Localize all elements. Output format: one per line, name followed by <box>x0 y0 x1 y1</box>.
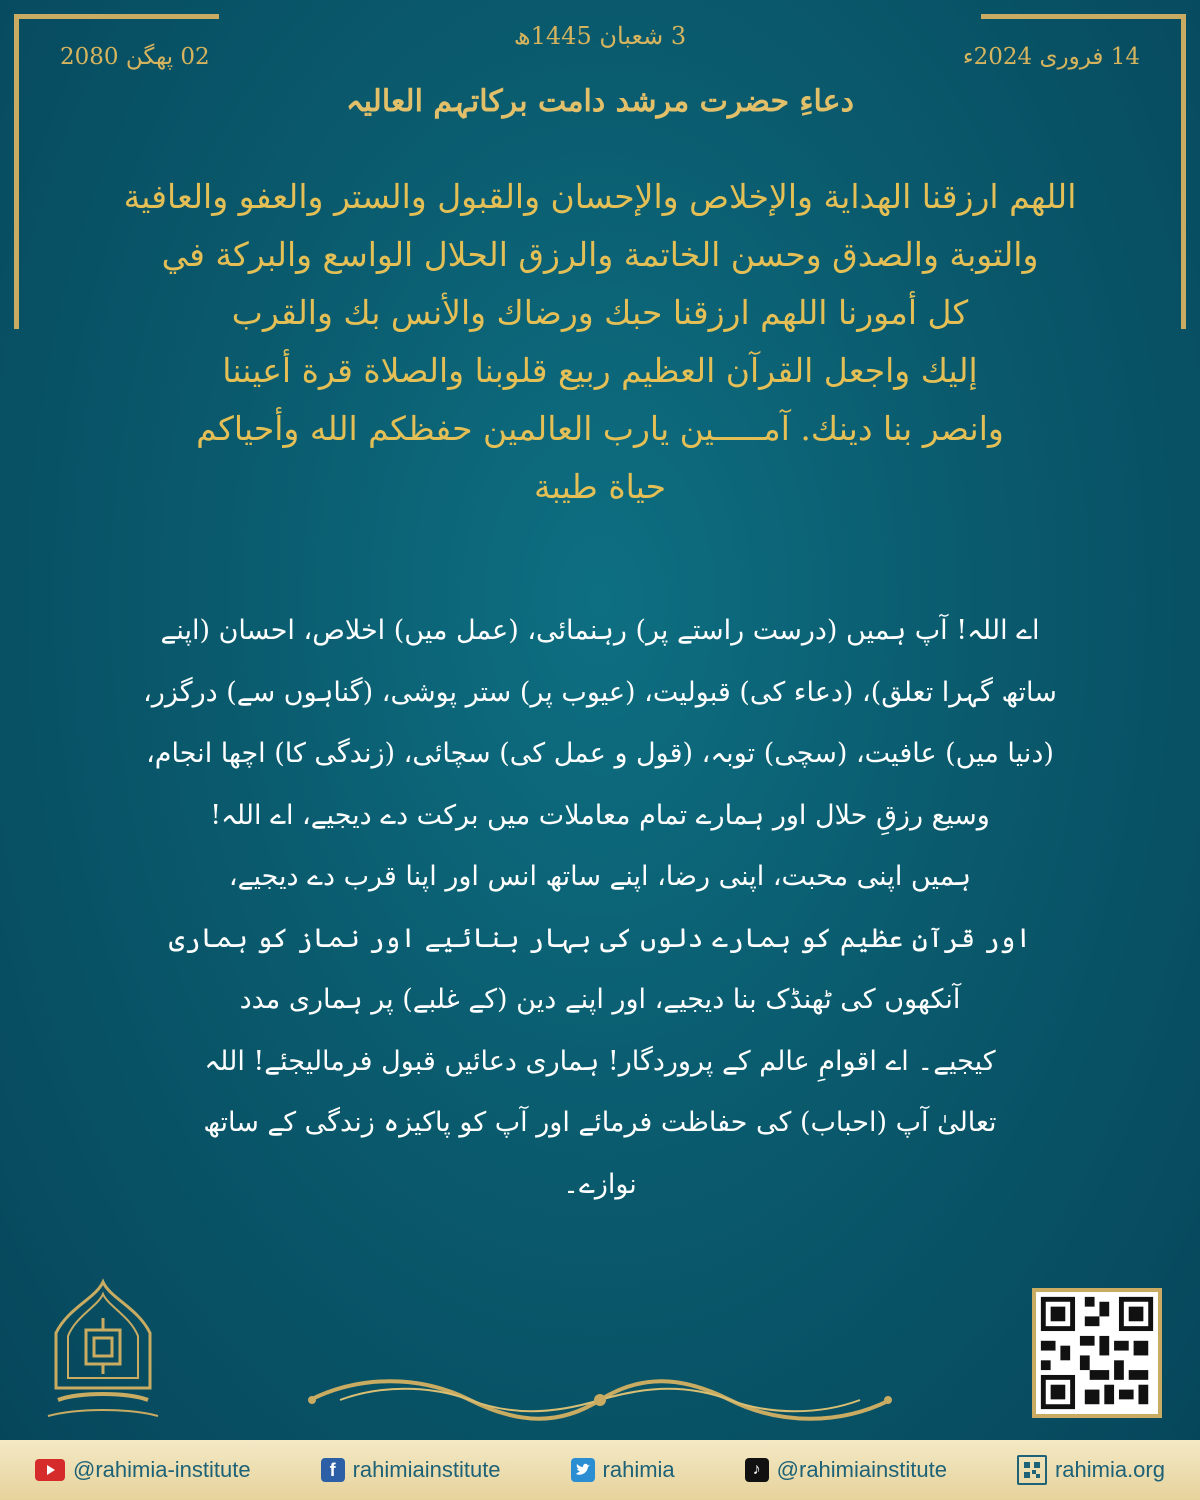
twitter-handle: rahimia <box>602 1457 675 1482</box>
facebook-handle: rahimiainstitute <box>352 1457 501 1482</box>
urdu-line: ساتھ گہرا تعلق)، (دعاء کی) قبولیت، (عیوب پر) ستر پوشی، (گناہوں سے) درگزر، <box>143 676 1057 708</box>
urdu-line: نوازے۔ <box>563 1168 637 1200</box>
urdu-line: (دنیا میں) عافیت، (سچی) توبہ، (قول و عمل کی) سچائی، (زندگی کا) اچھا انجام، <box>146 738 1054 769</box>
urdu-line: کیجیے۔ اے اقوامِ عالم کے پروردگار! ہماری دعائیں قبول فرمالیجئے! اللہ <box>204 1045 996 1077</box>
youtube-icon <box>35 1459 65 1481</box>
arabic-line: كل أمورنا اللهم ارزقنا حبك ورضاك والأنس بك والقرب <box>231 293 969 332</box>
facebook-icon: f <box>321 1458 345 1482</box>
rahimia-logo <box>38 1278 168 1428</box>
arabic-line: اللهم ارزقنا الهداية والإخلاص والإحسان والقبول والستر والعفو والعافية <box>123 177 1077 216</box>
hijri-date: 3 شعبان 1445ھ <box>513 22 687 50</box>
frame-top-right-line <box>981 14 1186 19</box>
urdu-line: اے اللہ! آپ ہمیں (درست راستے پر) رہنمائی، (عمل میں) اخلاص، احسان (اپنے <box>160 615 1040 646</box>
twitter-link[interactable] <box>571 1457 675 1483</box>
dua-title: دعاءِ حضرت مرشد دامت برکاتہم العالیہ <box>346 84 854 119</box>
decorative-flourish <box>300 1370 900 1430</box>
arabic-dua <box>90 168 1110 516</box>
tiktok-icon: ♪ <box>745 1458 769 1482</box>
frame-top-left-line <box>14 14 219 19</box>
arabic-line: إليك واجعل القرآن العظيم ربيع قلوبنا والصلاة قرة أعيننا <box>222 351 978 390</box>
gregorian-date: 14 فروری 2024ء <box>962 44 1140 70</box>
twitter-icon <box>571 1458 595 1482</box>
arabic-line: والتوبة والصدق وحسن الخاتمة والرزق الحلال الواسع والبركة في <box>161 235 1039 274</box>
urdu-line: آنکھوں کی ٹھنڈک بنا دیجیے، اور اپنے دین (کے غلبے) پر ہماری مدد <box>239 984 961 1015</box>
urdu-line: اور قرآنِ عظیم کو ہمارے دلوں کی بہار بنائیے اور نماز کو ہماری <box>168 922 1032 954</box>
qr-code[interactable] <box>1032 1288 1162 1418</box>
urdu-line: وسیع رزقِ حلال اور ہمارے تمام معاملات میں برکت دے دیجیے، اے اللہ! <box>210 799 990 831</box>
qr-mini-icon <box>1017 1455 1047 1485</box>
website-url: rahimia.org <box>1054 1457 1165 1482</box>
urdu-line: تعالیٰ آپ (احباب) کی حفاظت فرمائے اور آپ کو پاکیزہ زندگی کے ساتھ <box>203 1107 997 1138</box>
arabic-line: وانصر بنا دينك. آمـــــين يارب العالمين حفظكم الله وأحياكم <box>196 409 1004 448</box>
urdu-translation <box>130 600 1070 1215</box>
arabic-line: حياة طيبة <box>533 467 667 506</box>
facebook-link[interactable] <box>321 1457 501 1483</box>
tiktok-link[interactable] <box>745 1457 947 1483</box>
bikrami-date: 02 پھگن 2080 <box>60 44 210 70</box>
website-link[interactable] <box>1017 1455 1165 1485</box>
social-footer <box>0 1440 1200 1500</box>
youtube-link[interactable] <box>35 1457 251 1483</box>
youtube-handle: @rahimia-institute <box>72 1457 251 1482</box>
urdu-line: ہمیں اپنی محبت، اپنی رضا، اپنے ساتھ انس اور اپنا قرب دے دیجیے، <box>228 861 972 892</box>
tiktok-handle: @rahimiainstitute <box>776 1457 947 1482</box>
